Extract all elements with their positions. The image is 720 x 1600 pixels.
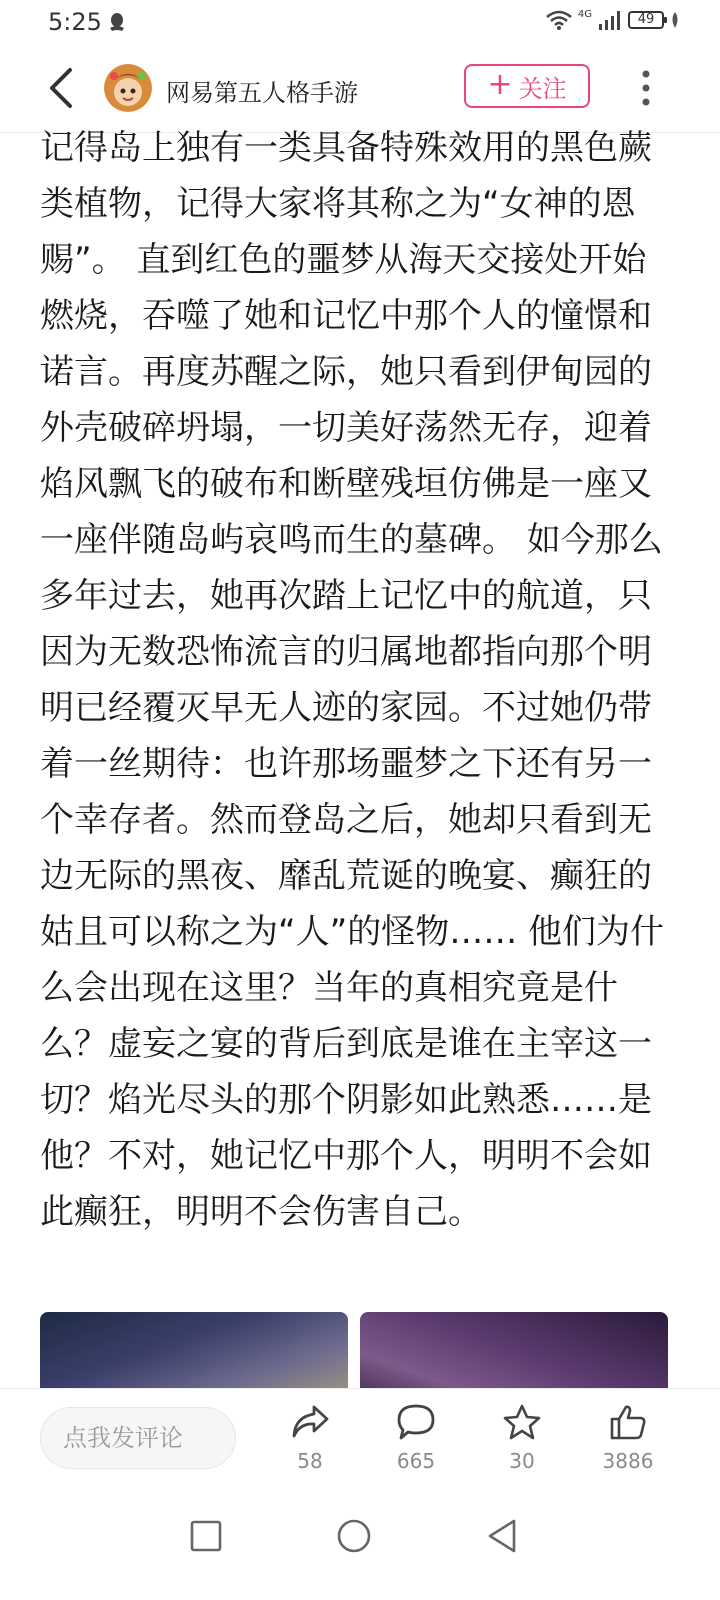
triangle-back-icon — [478, 1512, 528, 1562]
thumbs-up-icon — [608, 1403, 648, 1441]
favorite-button[interactable] — [472, 1403, 572, 1473]
share-icon — [290, 1403, 330, 1441]
chevron-left-icon — [42, 66, 82, 110]
comment-icon — [396, 1403, 436, 1441]
home-button[interactable] — [330, 1512, 380, 1562]
avatar-image — [104, 64, 152, 112]
system-navigation-bar — [0, 1490, 720, 1600]
comment-button[interactable] — [366, 1403, 466, 1473]
status-time: 5:25 — [48, 8, 102, 36]
leaf-icon — [670, 11, 680, 29]
status-indicators — [546, 10, 680, 30]
more-vertical-icon — [634, 66, 658, 110]
more-options-button[interactable] — [634, 66, 658, 110]
wifi-icon — [546, 10, 572, 30]
article-image[interactable] — [360, 1312, 668, 1388]
back-button[interactable] — [42, 66, 82, 110]
recent-apps-button[interactable] — [182, 1512, 232, 1562]
comment-input[interactable]: 点我发评论 — [40, 1407, 236, 1469]
follow-label: 关注 — [518, 74, 567, 103]
battery-icon: 49 — [628, 11, 664, 29]
star-icon — [502, 1403, 542, 1441]
square-icon — [182, 1512, 232, 1562]
follow-button[interactable] — [464, 64, 590, 108]
article-image-gallery — [40, 1312, 668, 1388]
back-nav-button[interactable] — [478, 1512, 528, 1562]
like-count: 3886 — [602, 1449, 654, 1473]
qq-notification-icon — [108, 12, 126, 32]
favorite-count: 30 — [509, 1449, 535, 1473]
article-body: 记得岛上独有一类具备特殊效用的黑色蕨类植物，记得大家将其称之为“女神的恩赐”。 直到红色的噩梦从海天交接处开始燃烧，吞噬了她和记忆中那个人的憧憬和诺言。再度苏醒之际，她只看到伊甸园的外壳破碎坍塌，一切美好荡然无存，迎着焰风飘飞的破布和断壁残垣仿佛是一座又一座伴随岛屿哀鸣而生的墓碑。 如今那么多年过去，她再次踏上记忆中的航道，只因为无数恐怖流言的归属地都指向那个明明已经覆灭早无人迹的家园。不过她仍带着一丝期待：也许那场噩梦之下还有另一个幸存者。然而登岛之后，她却只看到无边无际的黑夜、靡乱荒诞的晚宴、癫狂的姑且可以称之为“人”的怪物…… 他们为什么会出现在这里？当年的真相究竟是什么？虚妄之宴的背后到底是谁在主宰这一切？焰光尽头的那个阴影如此熟悉……是他？不对，她记忆中那个人，明明不会如此癫狂，明明不会伤害自己。 — [40, 128, 665, 1232]
article-image[interactable] — [40, 1312, 348, 1388]
circle-icon — [330, 1512, 380, 1562]
channel-avatar[interactable] — [104, 64, 152, 112]
status-bar — [0, 0, 720, 46]
like-button[interactable] — [578, 1403, 678, 1473]
channel-name[interactable]: 网易第五人格手游 — [166, 79, 358, 107]
network-type-label: 4G — [577, 8, 592, 20]
comment-count: 665 — [396, 1449, 436, 1473]
signal-icon — [598, 10, 622, 30]
plus-icon: + — [487, 66, 513, 102]
share-count: 58 — [297, 1449, 323, 1473]
post-action-bar — [0, 1388, 720, 1489]
share-button[interactable] — [260, 1403, 360, 1473]
